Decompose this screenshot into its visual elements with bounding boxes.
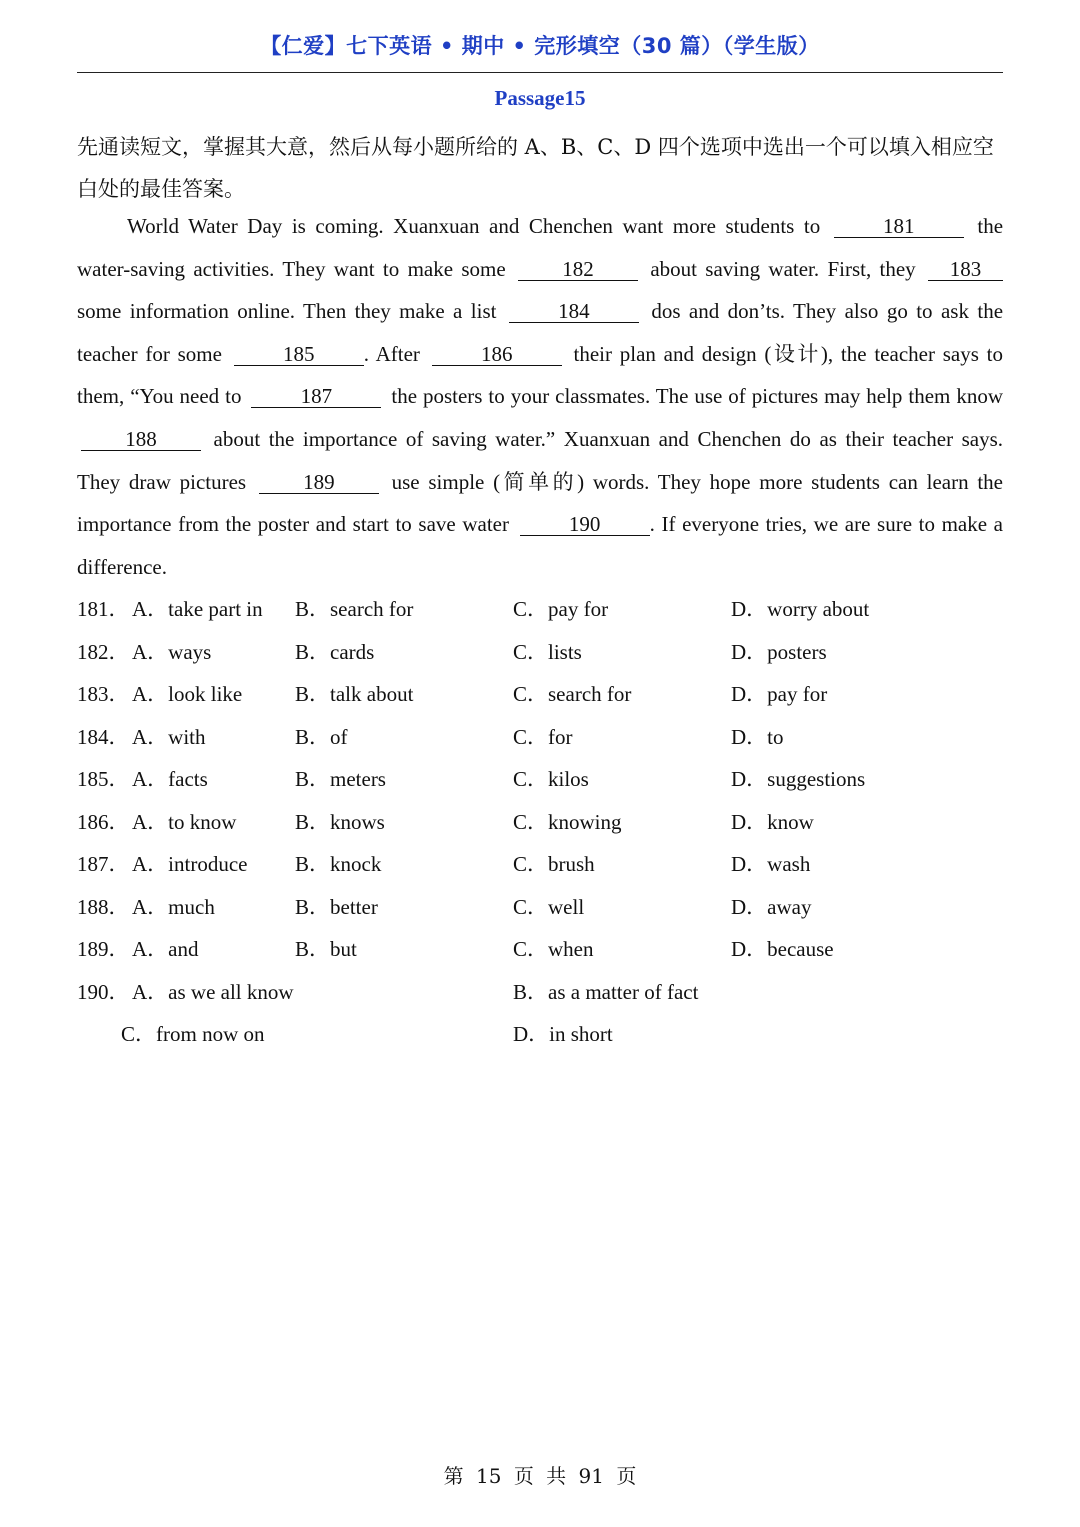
passage-title: Passage15 xyxy=(494,86,586,110)
option-b: B．cards xyxy=(295,639,375,664)
question-number: 183． xyxy=(77,682,130,706)
option-d: D．pay for xyxy=(731,682,828,706)
option-c: C．kilos xyxy=(513,767,589,791)
option-a: A．ways xyxy=(132,639,212,664)
question-row xyxy=(77,886,1003,929)
page-footer: 第 15 页 共 91 页 xyxy=(443,1464,637,1488)
option-b: B．talk about xyxy=(295,682,414,706)
option-a: A．to know xyxy=(132,809,237,834)
instruction-text: 先通读短文，掌握其大意，然后从每小题所给的 A、B、C、D 四个选项中选出一个可以填入相应空白处的最佳答案。 xyxy=(77,135,994,201)
blank-184: 184 xyxy=(509,300,639,323)
option-a: A．with xyxy=(132,724,206,749)
blank-187: 187 xyxy=(251,385,381,408)
option-d: D．away xyxy=(731,894,812,919)
passage-text: . After xyxy=(363,341,420,366)
passage-text: dos and don’ts. They also go to ask the teacher for some xyxy=(77,299,1004,366)
passage-body xyxy=(77,205,1003,588)
option-a: A．introduce xyxy=(132,852,248,876)
question-list xyxy=(77,588,1003,1056)
question-row xyxy=(77,716,1003,759)
question-number: 187． xyxy=(77,852,130,876)
header-divider xyxy=(77,72,1003,73)
blank-182: 182 xyxy=(518,258,638,281)
option-d: D．because xyxy=(731,937,834,961)
option-c: C．brush xyxy=(513,852,595,876)
option-c: C．knowing xyxy=(513,809,622,834)
question-row xyxy=(77,588,1003,631)
blank-185: 185 xyxy=(234,343,364,366)
passage-text: use simple (简单的) words. They hope more students can learn the importance from the poster and start to save water xyxy=(77,469,1003,537)
option-d: D．suggestions xyxy=(731,767,866,791)
option-d: D．posters xyxy=(731,639,827,664)
option-c: C．from now on xyxy=(121,1022,265,1046)
question-number: 189． xyxy=(77,937,130,961)
blank-189: 189 xyxy=(259,471,379,494)
passage-text: the water-saving activities. They want to make some xyxy=(77,214,1004,281)
page-header: 【仁爱】七下英语 • 期中 • 完形填空（30 篇）（学生版） xyxy=(260,34,820,58)
question-number: 186． xyxy=(77,809,130,834)
blank-181: 181 xyxy=(834,215,964,238)
option-b: B．as a matter of fact xyxy=(513,979,699,1004)
question-number: 184． xyxy=(77,724,130,749)
option-a: A．facts xyxy=(132,767,208,791)
question-number: 185． xyxy=(77,767,130,791)
option-a: A．take part in xyxy=(132,597,263,621)
option-a: A．as we all know xyxy=(132,979,294,1004)
question-row xyxy=(77,758,1003,801)
option-c: C．for xyxy=(513,724,573,749)
option-d: D．to xyxy=(731,724,784,749)
option-c: C．pay for xyxy=(513,597,609,621)
option-c: C．search for xyxy=(513,682,632,706)
question-row-190-cont xyxy=(77,1013,1003,1056)
option-b: B．of xyxy=(295,724,348,749)
blank-190: 190 xyxy=(520,513,650,536)
question-number: 182． xyxy=(77,639,130,664)
question-number: 190． xyxy=(77,979,130,1004)
passage-text: . If everyone tries, we are sure to make a difference. xyxy=(77,512,1004,579)
blank-183: 183 xyxy=(928,258,1003,281)
passage-text: World Water Day is coming. Xuanxuan and Chenchen want more students to xyxy=(127,214,821,238)
option-b: B．search for xyxy=(295,597,414,621)
option-c: C．lists xyxy=(513,639,582,664)
blank-188: 188 xyxy=(81,428,201,451)
option-b: B．better xyxy=(295,894,378,919)
option-b: B．knows xyxy=(295,809,385,834)
option-a: A．look like xyxy=(132,682,243,706)
passage-text: some information online. Then they make a list xyxy=(77,299,497,324)
passage-text: the posters to your classmates. The use of pictures may help them know xyxy=(391,384,1003,409)
option-d: D．in short xyxy=(513,1022,613,1046)
option-b: B．knock xyxy=(295,852,382,876)
option-a: A．much xyxy=(132,894,215,919)
option-a: A．and xyxy=(132,937,199,961)
option-c: C．when xyxy=(513,937,594,961)
passage-text: about saving water. First, they xyxy=(650,256,916,281)
option-d: D．worry about xyxy=(731,597,870,621)
question-row xyxy=(77,928,1003,971)
question-row xyxy=(77,673,1003,716)
option-b: B．meters xyxy=(295,767,386,791)
option-d: D．wash xyxy=(731,852,811,876)
question-row-190 xyxy=(77,971,1003,1014)
question-number: 181． xyxy=(77,597,130,621)
question-row xyxy=(77,843,1003,886)
option-b: B．but xyxy=(295,937,357,961)
passage-text: their plan and design (设计), the teacher says to them, “You need to xyxy=(77,341,1004,409)
question-row xyxy=(77,631,1003,674)
passage-text: about the importance of saving water.” Xuanxuan and Chenchen do as their teacher says. They draw pictures xyxy=(77,426,1004,494)
option-d: D．know xyxy=(731,809,814,834)
question-row xyxy=(77,801,1003,844)
blank-186: 186 xyxy=(432,343,562,366)
option-c: C．well xyxy=(513,894,585,919)
question-number: 188． xyxy=(77,894,130,919)
